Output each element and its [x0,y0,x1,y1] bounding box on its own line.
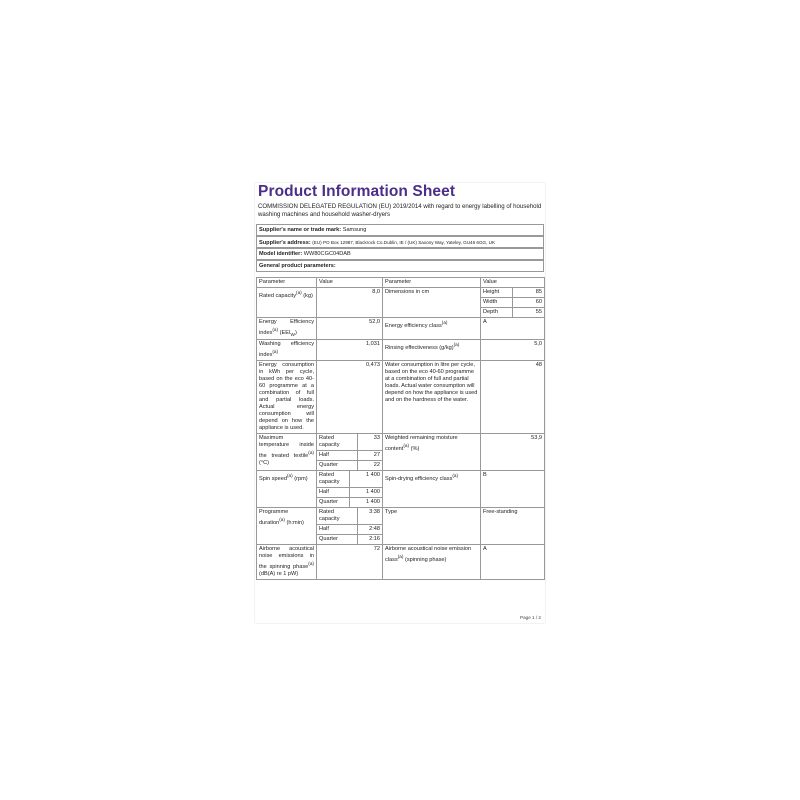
general-parameters-row [256,260,544,272]
max-temperature-label: Maximum temperature inside the treated textile$^{(a)}$ (°C) [257,433,317,470]
table-row [257,544,545,579]
regulation-text: COMMISSION DELEGATED REGULATION (EU) 2019/2014 with regard to energy labelling of household washing machines and household washer-dryers [258,203,542,218]
noise-value: 72 [317,544,383,579]
model-label: Model identifier: [259,251,303,257]
eei-value: 52,0 [317,318,383,340]
header-parameter-2: Parameter [383,278,481,288]
supplier-name-label: Supplier's name or trade mark: [259,227,342,233]
spin-speed-values: Rated capacity 1 400 Half 1 400 Quarter 1 400 [317,470,383,507]
table-row [257,433,545,470]
water-consumption-label: Water consumption in litre per cycle, based on the eco 40-60 programme at a combination of full and partial loads. Actual water consumption will depend on how the appliance is used and on the hardness of the water. [383,360,481,433]
width-value: 60 [513,298,545,308]
spin-speed-label: Spin speed$^{(a)}$ (rpm) [257,470,317,507]
header-value-2: Value [481,278,545,288]
energy-consumption-value: 0,473 [317,360,383,433]
rinsing-label: Rinsing effectiveness $(g/kg)^{(a)}$ [383,339,481,360]
energy-class-label: Energy efficiency class$^{(a)}$ [383,318,481,340]
table-row [257,360,545,433]
noise-class-label: Airborne acoustical noise emission class$^{(a)}$ (spinning phase) [383,544,481,579]
page-number: Page 1 / 2 [520,615,541,620]
parameters-table [256,277,545,580]
product-information-sheet [255,183,545,623]
table-row [257,318,545,340]
depth-value: 55 [513,308,545,318]
supplier-address-row [256,236,544,248]
noise-class-value: A [481,544,545,579]
dimensions-label: Dimensions in cm [383,288,481,318]
spin-class-value: B [481,470,545,507]
supplier-address-label: Supplier's address: [259,240,311,246]
eei-label: Energy Efficiency index$^{(a)}$ $(EEI_W)$ [257,318,317,340]
rated-capacity-value: 8,0 [317,288,383,318]
programme-duration-label: Programme duration$^{(a)}$ (h:min) [257,507,317,544]
moisture-value: 53,9 [481,433,545,470]
supplier-address-value: (EU) PO Box 12987, Blackrock Co.Dublin, IE / (UK) Saxony Way, Yateley, GU46 6GG, UK [312,240,496,245]
water-consumption-value: 48 [481,360,545,433]
energy-class-value: A [481,318,545,340]
max-temperature-values: Rated capacity 33 Half 27 Quarter 22 [317,433,383,470]
header-parameter: Parameter [257,278,317,288]
rated-capacity-label: Rated capacity$^{(a)}$ (kg) [257,288,317,318]
model-row [256,248,544,260]
model-value: WW80CGC04DAB [303,251,351,257]
table-row [257,339,545,360]
table-row [257,507,545,544]
table-row [257,470,545,507]
table-row [257,288,545,318]
noise-label: Airborne acoustical noise emissions in the spinning phase$^{(a)}$ (dB(A) re 1 pW) [257,544,317,579]
spin-class-label: Spin-drying efficiency class$^{(a)}$ [383,470,481,507]
general-parameters-label: General product parameters: [259,263,336,269]
supplier-name-row [256,224,544,236]
rinsing-value: 5,0 [481,339,545,360]
header-value: Value [317,278,383,288]
washing-efficiency-label: Washing efficiency index$^{(a)}$ [257,339,317,360]
programme-duration-values: Rated capacity 3:38 Half 2:48 Quarter 2:16 [317,507,383,544]
table-header-row [257,278,545,288]
page-title: Product Information Sheet [258,183,456,200]
supplier-name-value: Samsung [342,227,367,233]
energy-consumption-label: Energy consumption in kWh per cycle, based on the eco 40-60 programme at a combination of full and partial loads. Actual energy consumption will depend on how the appliance is used. [257,360,317,433]
dimensions-value: Height 85 Width 60 Depth 55 [481,288,545,318]
type-value: Free-standing [481,507,545,544]
washing-efficiency-value: 1,031 [317,339,383,360]
type-label: Type [383,507,481,544]
height-value: 85 [513,288,545,298]
moisture-label: Weighted remaining moisture content$^{(a)}$ (%) [383,433,481,470]
